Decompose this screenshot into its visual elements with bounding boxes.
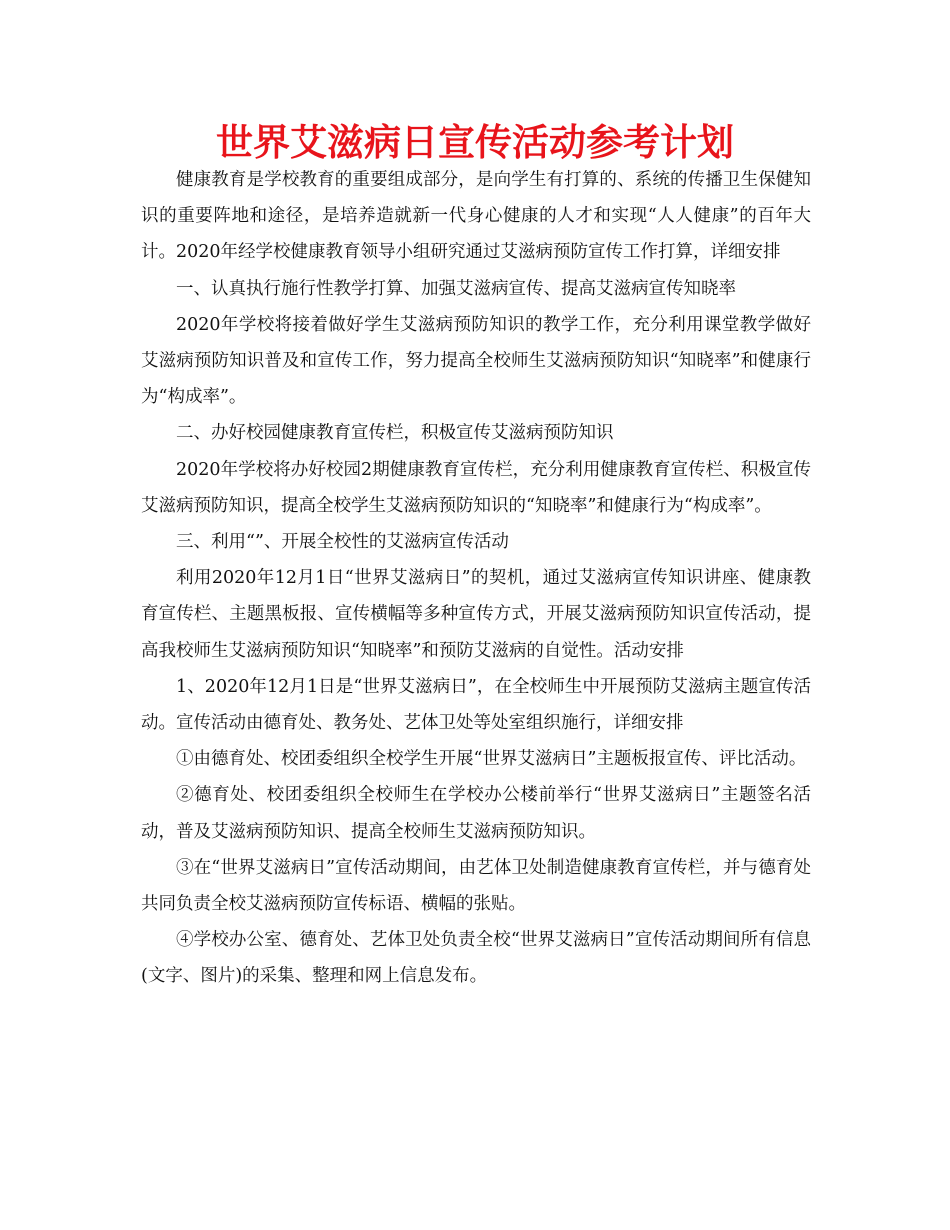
paragraph-subitem-2: ②德育处、校团委组织全校师生在学校办公楼前举行“世界艾滋病日”主题签名活动，普及艾滋病预防知识、提高全校师生艾滋病预防知识。 (141, 785, 811, 842)
paragraph-subitem-4: ④学校办公室、德育处、艺体卫处负责全校“世界艾滋病日”宣传活动期间所有信息(文字、图片)的采集、整理和网上信息发布。 (141, 930, 811, 987)
paragraph-section-3: 利用2020年12月1日“世界艾滋病日”的契机，通过艾滋病宣传知识讲座、健康教育宣传栏、主题黑板报、宣传横幅等多种宣传方式，开展艾滋病预防知识宣传活动，提高我校师生艾滋病预防知识“知晓率”和预防艾滋病的自觉性。活动安排 (141, 568, 811, 661)
paragraph-section-2: 2020年学校将办好校园2期健康教育宣传栏，充分利用健康教育宣传栏、积极宣传艾滋病预防知识，提高全校学生艾滋病预防知识的“知晓率”和健康行为“构成率”。 (141, 459, 811, 516)
section-heading-1: 一、认真执行施行性教学打算、加强艾滋病宣传、提高艾滋病宣传知晓率 (176, 278, 736, 299)
paragraph-subitem-3: ③在“世界艾滋病日”宣传活动期间，由艺体卫处制造健康教育宣传栏，并与德育处共同负责全校艾滋病预防宣传标语、横幅的张贴。 (141, 857, 811, 915)
paragraph-intro: 健康教育是学校教育的重要组成部分，是向学生有打算的、系统的传播卫生保健知识的重要阵地和途径，是培养造就新一代身心健康的人才和实现“人人健康”的百年大计。2020年经学校健康教育领导小组研究通过艾滋病预防宣传工作打算，详细安排 (141, 170, 811, 263)
paragraph-item-1: 1、2020年12月1日是“世界艾滋病日”，在全校师生中开展预防艾滋病主题宣传活动。宣传活动由德育处、教务处、艺体卫处等处室组织施行，详细安排 (141, 676, 811, 734)
paragraph-section-1: 2020年学校将接着做好学生艾滋病预防知识的教学工作，充分利用课堂教学做好艾滋病预防知识普及和宣传工作，努力提高全校师生艾滋病预防知识“知晓率”和健康行为“构成率”。 (141, 314, 811, 408)
document-title: 世界艾滋病日宣传活动参考计划 (216, 121, 734, 164)
section-heading-3: 三、利用“”、开展全校性的艾滋病宣传活动 (176, 532, 509, 553)
paragraph-subitem-1: ①由德育处、校团委组织全校学生开展“世界艾滋病日”主题板报宣传、评比活动。 (176, 749, 807, 770)
document-body (141, 162, 811, 995)
section-heading-2: 二、办好校园健康教育宣传栏，积极宣传艾滋病预防知识 (176, 423, 614, 444)
